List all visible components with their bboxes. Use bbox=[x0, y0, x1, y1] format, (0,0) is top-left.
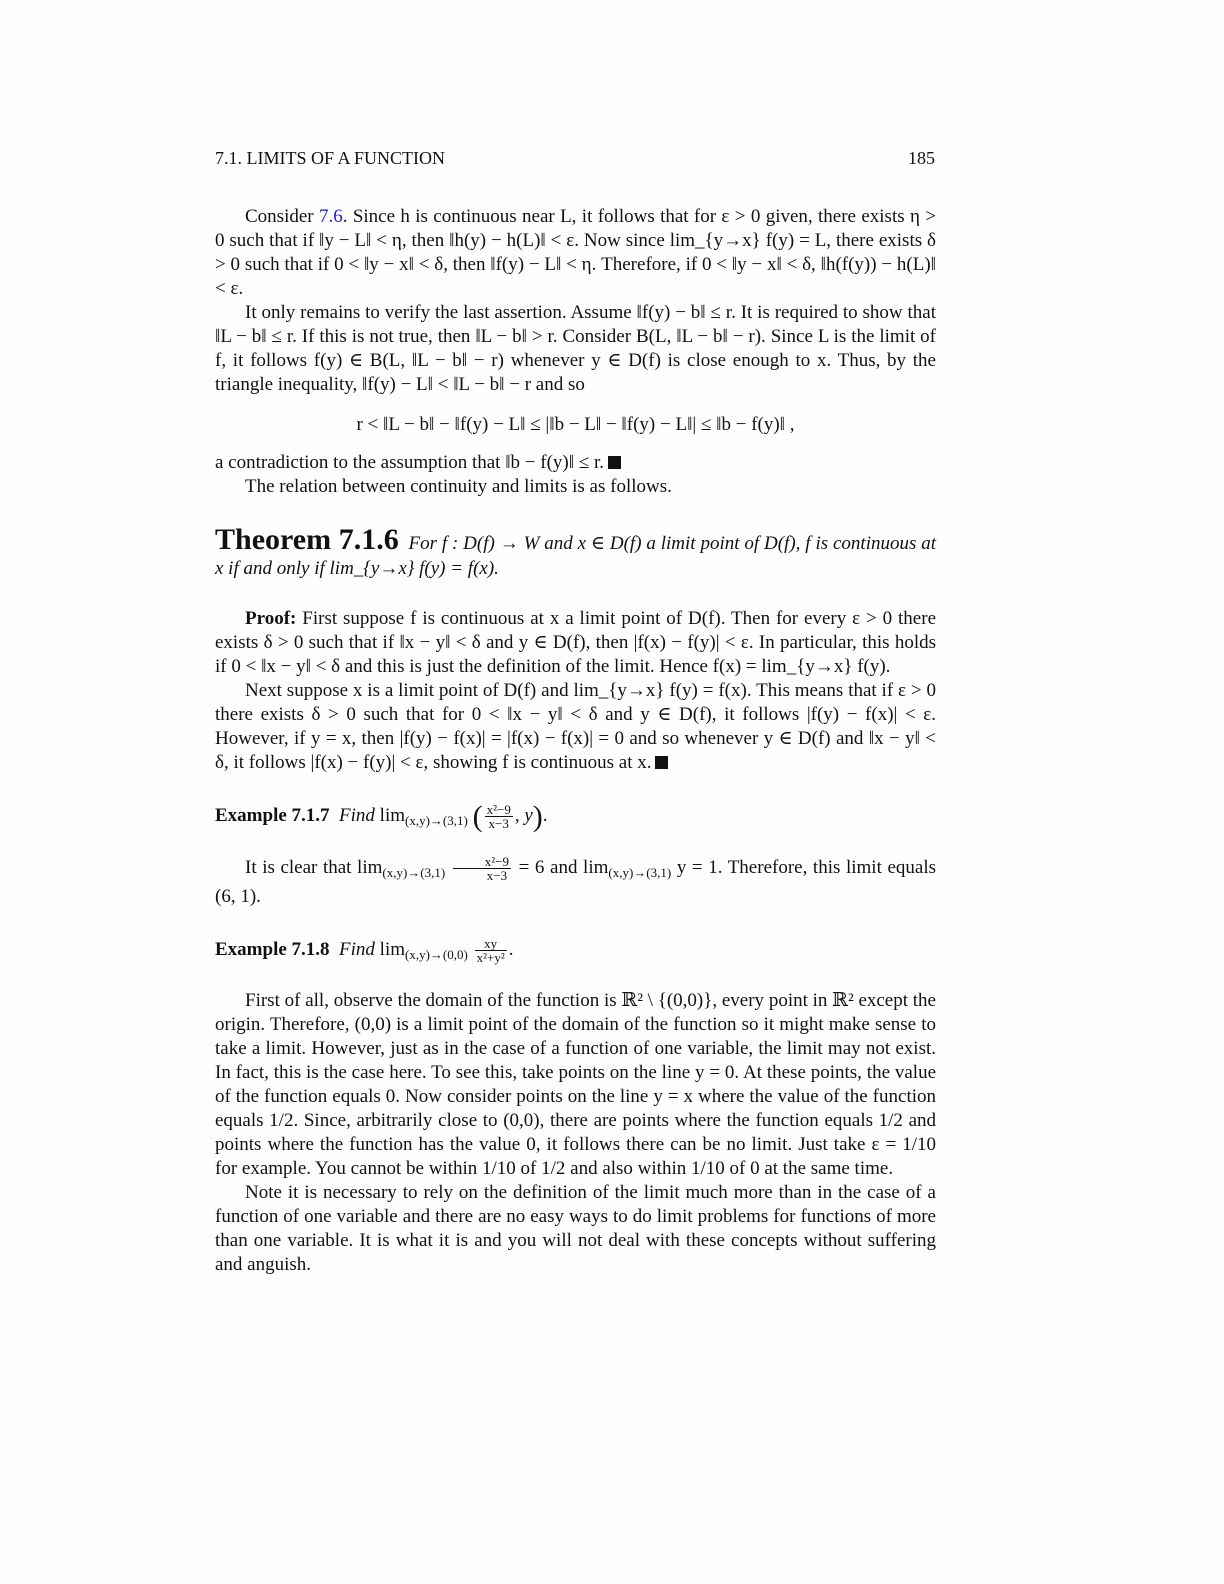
theorem-7-1-6 bbox=[215, 523, 937, 581]
proof-label: Proof: bbox=[245, 608, 297, 629]
page-body bbox=[215, 205, 936, 1277]
paragraph-last-assertion: It only remains to verify the last assertion. Assume ‖f(y) − b‖ ≤ r. It is required to show that ‖L − b‖ ≤ r. If this is not true, then ‖L − b‖ > r. Consider B(L, ‖L − b‖ − r). Since L is the limit of f, it follows f(y) ∈ B(L, ‖L − b‖ − r) whenever y ∈ D(f) is close enough to x. Thus, by the triangle inequality, ‖f(y) − L‖ < ‖L − b‖ − r and so bbox=[215, 302, 936, 395]
fraction: $\frac{\text{x²−9}}{x-3}$ bbox=[486, 802, 511, 831]
example-7-1-8-paragraph-2: Note it is necessary to rely on the definition of the limit much more than in the case of a function of one variable and there are no easy ways to do limit problems for functions of more than one variable. It is what it is and you will not deal with these concepts without suffering and anguish. bbox=[215, 1181, 936, 1275]
example-7-1-8-paragraph-1: First of all, observe the domain of the function is ℝ² \ {(0,0)}, every point in ℝ² except the origin. Therefore, (0,0) is a limit point of the domain of the function so it might make sense to take a limit. However, just as in the case of a function of one variable, the limit may not exist. In fact, this is the case here. To see this, take points on the line y = 0. At these points, the value of the function equals 0. Now consider points on the line y = x where the value of the function equals 1/2. Since, arbitrarily close to (0,0), there are points where the function equals 1/2 and points where the function has the value 0, it follows there can be no limit. Just take ε = 1/10 for example. You cannot be within 1/10 of 1/2 and also within 1/10 of 0 at the same time. bbox=[215, 989, 936, 1179]
left-paren-icon: ( bbox=[472, 799, 483, 833]
theorem-statement: For f : D(f) → W and x ∈ D(f) a limit point of D(f), f is continuous at x if and only if lim_{y→x} f(y) = f(x). bbox=[215, 533, 937, 579]
proof-paragraph-2: Next suppose x is a limit point of D(f) and lim_{y→x} f(y) = f(x). This means that if ε > 0 there exists δ > 0 such that for 0 < ‖x − y‖ < δ and y ∈ D(f), it follows |f(y) − f(x)| < ε. However, if y = x, then |f(y) − f(x)| = |f(x) − f(x)| = 0 and so whenever y ∈ D(f) and ‖x − y‖ < δ, it follows |f(x) − f(y)| < ε, showing f is continuous at x. bbox=[215, 680, 936, 773]
qed-square-icon bbox=[655, 756, 668, 769]
display-equation: r < ‖L − b‖ − ‖f(y) − L‖ ≤ |‖b − L‖ − ‖f(y) − L‖| ≤ ‖b − f(y)‖ , bbox=[356, 414, 795, 435]
example-7-1-7-solution: It is clear that $\lim_{(x,y)\to(3,1)}$ $\frac{\text{x²−9}}{x-3}$ = 6 and $\lim_{(x,y)\to(3,1)} y = 1$. Therefore, this limit equals (6, 1). bbox=[215, 853, 936, 907]
example-label: Example 7.1.7 bbox=[215, 804, 330, 826]
running-header bbox=[215, 148, 935, 169]
example-7-1-8: Example 7.1.8 Find $\lim_{(x,y)\to(0,0)}$ $\frac{xy}{\text{x²+y²}}$ . bbox=[215, 935, 514, 965]
page-number: 185 bbox=[908, 148, 935, 168]
example-7-1-7: Example 7.1.7 Find $\lim_{(x,y)\to(3,1)}$ ( $\frac{\text{x²−9}}{x-3}$ , y). bbox=[215, 799, 548, 833]
proof-paragraph-1: Proof: First suppose f is continuous at x a limit point of D(f). Then for every ε > 0 there exists δ > 0 such that if ‖x − y‖ < δ and y ∈ D(f), then |f(x) − f(y)| < ε. In particular, this holds if 0 < ‖x − y‖ < δ and this is just the definition of the limit. Hence f(x) = lim_{y→x} f(y). bbox=[215, 608, 936, 677]
fraction: $\frac{xy}{\text{x²+y²}}$ bbox=[476, 935, 505, 965]
qed-square-icon bbox=[608, 456, 621, 469]
theorem-label: Theorem 7.1.6 bbox=[215, 523, 399, 556]
right-paren-icon: ) bbox=[532, 799, 543, 833]
section-title: 7.1. LIMITS OF A FUNCTION bbox=[215, 148, 446, 168]
example-label: Example 7.1.8 bbox=[215, 938, 330, 960]
equation-reference-link[interactable]: 7.6 bbox=[318, 206, 343, 227]
paragraph-continuity-argument: Consider 7.6. Since h is continuous near L, it follows that for ε > 0 given, there exists η > 0 such that if ‖y − L‖ < η, then ‖h(y) − h(L)‖ < ε. Now since lim_{y→x} f(y) = L, there exists δ > 0 such that if 0 < ‖y − x‖ < δ, then ‖f(y) − L‖ < η. Therefore, if 0 < ‖y − x‖ < δ, ‖h(f(y)) − h(L)‖ < ε. bbox=[215, 206, 936, 299]
fraction: $\frac{\text{x²−9}}{x-3}$ bbox=[453, 855, 511, 882]
paragraph-contradiction: a contradiction to the assumption that ‖b − f(y)‖ ≤ r. bbox=[215, 451, 936, 475]
paragraph-relation: The relation between continuity and limits is as follows. bbox=[245, 476, 672, 497]
